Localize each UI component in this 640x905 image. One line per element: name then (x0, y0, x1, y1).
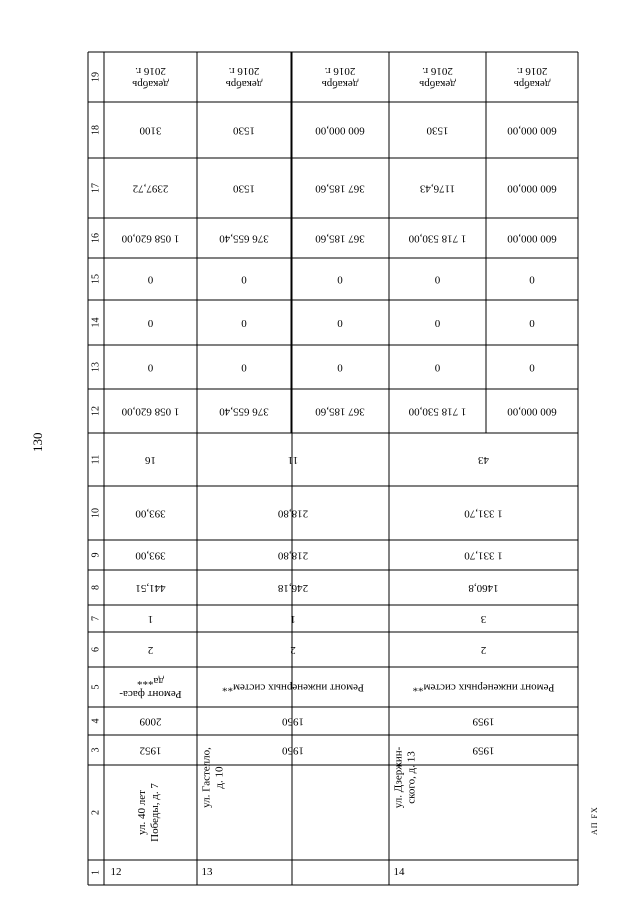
column-number: 7 (90, 616, 102, 621)
value-cell: 43 (478, 453, 489, 466)
value-cell: 1 331,70 (464, 507, 503, 520)
value-cell: 1530 (426, 124, 449, 137)
footer-mark: АП FX (590, 806, 599, 835)
value-cell: 0 (434, 273, 441, 286)
value-cell: 0 (147, 316, 154, 329)
value-cell: 367 185,60 (315, 405, 365, 418)
value-cell: 441,51 (135, 581, 166, 594)
value-cell: 218,80 (277, 507, 309, 520)
address-cell: ул. Дзержин- (392, 746, 405, 809)
value-cell: 0 (337, 361, 343, 374)
value-cell: 1 718 530,00 (408, 232, 467, 245)
value-cell: 0 (529, 316, 535, 329)
deadline-cell: 2016 г. (516, 64, 548, 77)
column-number: 8 (90, 585, 102, 590)
work-type-cell: Ремонт фаса- (119, 687, 182, 700)
value-cell: 0 (337, 273, 343, 286)
page-number: 130 (30, 432, 45, 452)
value-cell: 2397,72 (132, 182, 169, 195)
deadline-cell: декабрь (513, 77, 551, 90)
deadline-cell: 2016 г. (422, 64, 453, 77)
work-type-cell: Ремонт инженерных систем** (222, 681, 364, 694)
value-cell: 1 058 620,00 (121, 405, 180, 418)
value-cell: 0 (529, 361, 535, 374)
value-cell: 600 000,00 (507, 405, 557, 418)
value-cell: 600 000,00 (507, 232, 557, 245)
value-cell: 393,00 (135, 507, 166, 520)
work-type-cell: Ремонт инженерных систем** (412, 681, 555, 694)
value-cell: 1 718 530,00 (408, 405, 467, 418)
value-cell: 0 (147, 273, 154, 286)
value-cell: 600 000,00 (315, 124, 365, 137)
deadline-cell: декабрь (419, 77, 456, 90)
value-cell: 1 058 620,00 (121, 232, 180, 245)
value-cell: 376 655,40 (219, 232, 269, 245)
value-cell: 393,00 (135, 549, 166, 562)
column-number: 4 (90, 718, 102, 724)
deadline-cell: декабрь (132, 77, 169, 90)
value-cell: 0 (241, 316, 247, 329)
value-cell: 218,80 (277, 549, 309, 562)
address-cell: д. 10 (213, 766, 226, 789)
deadline-cell: 2016 г. (324, 64, 356, 77)
row-number: 12 (110, 866, 122, 879)
address-cell: ул. 40 лет (136, 790, 149, 835)
value-cell: 246,18 (277, 581, 309, 594)
address-cell: Победы, д. 7 (149, 783, 162, 842)
value-cell: 3100 (139, 124, 162, 137)
deadline-cell: декабрь (225, 77, 263, 90)
value-cell: 600 000,00 (507, 182, 557, 195)
column-number: 2 (90, 810, 102, 815)
value-cell: 1460,8 (468, 581, 499, 594)
value-cell: 16 (145, 453, 156, 466)
column-number: 16 (90, 233, 102, 243)
column-number: 12 (90, 406, 102, 416)
year-built-cell: 1959 (472, 744, 495, 757)
value-cell: 2 (290, 643, 296, 656)
value-cell: 0 (434, 361, 441, 374)
value-cell: 367 185,60 (315, 232, 365, 245)
value-cell: 0 (529, 273, 535, 286)
value-cell: 1530 (233, 182, 255, 195)
year-built-cell: 1950 (282, 744, 304, 757)
value-cell: 2 (147, 643, 154, 656)
year-built-cell: 1952 (139, 744, 162, 757)
value-cell: 1 (290, 612, 296, 625)
column-number: 13 (90, 362, 102, 372)
column-number: 3 (90, 747, 102, 753)
value-cell: 0 (434, 316, 441, 329)
year-cell: 1959 (472, 715, 495, 728)
column-number: 14 (90, 317, 102, 328)
row-number: 13 (201, 866, 213, 879)
value-cell: 11 (287, 453, 299, 466)
column-number: 1 (90, 870, 102, 875)
value-cell: 367 185,60 (315, 182, 365, 195)
year-cell: 2009 (139, 715, 162, 728)
work-type-cell: да*** (137, 674, 164, 687)
value-cell: 1 331,70 (464, 549, 503, 562)
column-number: 18 (90, 125, 102, 135)
value-cell: 0 (337, 316, 343, 329)
year-cell: 1950 (282, 715, 304, 728)
column-number: 19 (90, 72, 102, 82)
column-number: 17 (90, 183, 102, 193)
value-cell: 0 (241, 273, 247, 286)
column-number: 10 (90, 508, 102, 518)
value-cell: 3 (480, 612, 487, 625)
value-cell: 376 655,40 (219, 405, 269, 418)
address-cell: ского, д. 13 (405, 751, 418, 804)
column-number: 11 (90, 454, 102, 465)
column-number: 5 (90, 684, 102, 690)
value-cell: 1530 (233, 124, 255, 137)
value-cell: 600 000,00 (507, 124, 557, 137)
value-cell: 1176,43 (419, 182, 456, 195)
column-number: 9 (90, 552, 102, 558)
deadline-cell: 2016 г. (228, 64, 260, 77)
column-number: 15 (90, 274, 102, 284)
column-number: 6 (90, 647, 102, 652)
value-cell: 0 (241, 361, 247, 374)
value-cell: 0 (147, 361, 154, 374)
row-number: 14 (393, 866, 405, 879)
deadline-cell: 2016 г. (135, 64, 166, 77)
value-cell: 2 (480, 643, 487, 656)
value-cell: 1 (147, 612, 154, 625)
deadline-cell: декабрь (321, 77, 359, 90)
address-cell: ул. Гастелло, (200, 747, 213, 808)
